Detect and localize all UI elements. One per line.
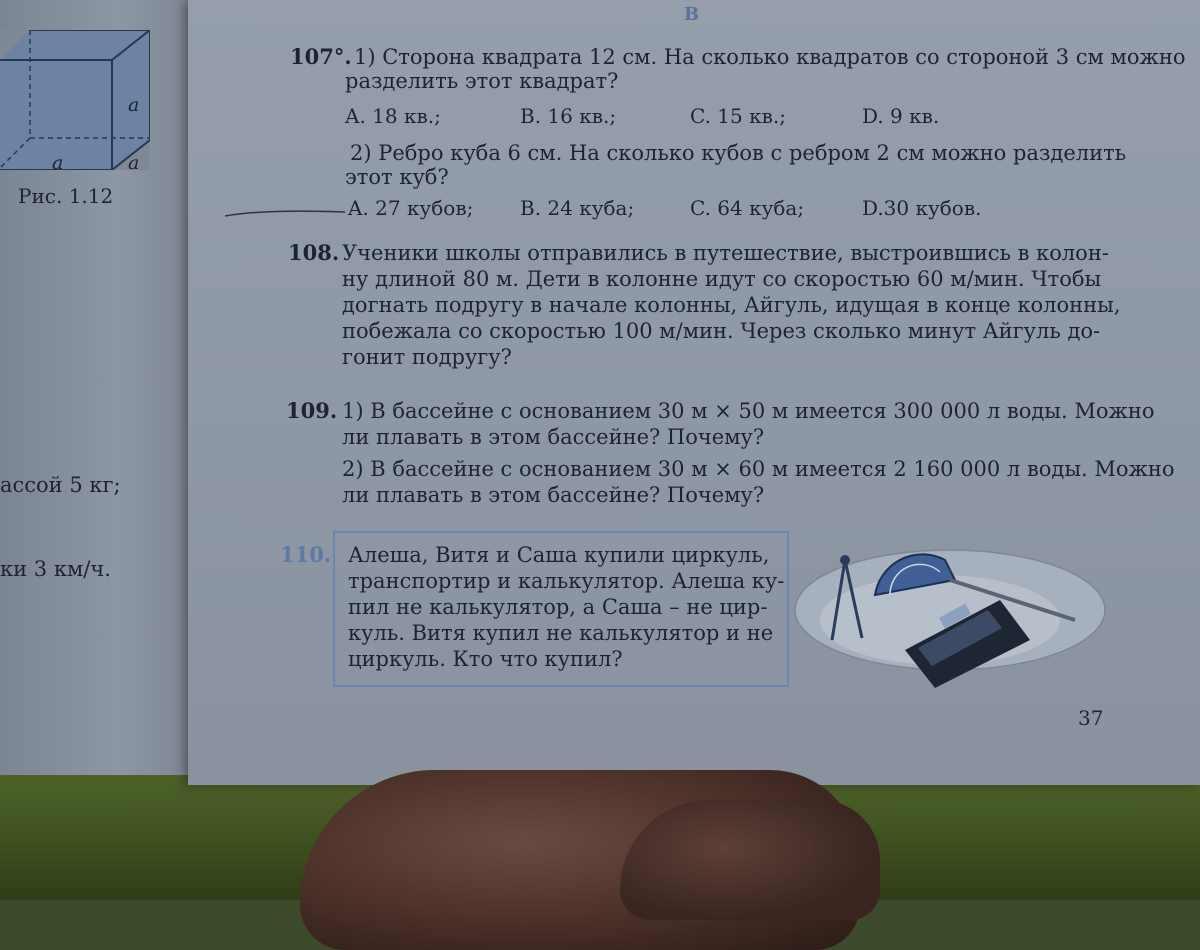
- problem-107-q1-answer-d: D. 9 кв.: [862, 104, 940, 128]
- hand-finger: [620, 800, 880, 920]
- problem-108-line-2: ну длиной 80 м. Дети в колонне идут со скоростью 60 м/мин. Чтобы: [342, 267, 1102, 291]
- problem-107-q1-line2: разделить этот квадрат?: [345, 69, 619, 93]
- problem-109-line-4: ли плавать в этом бассейне? Почему?: [342, 483, 765, 507]
- problem-107-q1-answer-a: A. 18 кв.;: [345, 104, 441, 128]
- problem-107-q2-answer-a: A. 27 кубов;: [348, 196, 474, 220]
- problem-109-line-3: 2) В бассейне с основанием 30 м × 60 м имеется 2 160 000 л воды. Можно: [342, 457, 1175, 481]
- pen-stroke-mark: [225, 208, 345, 218]
- problem-110-line-5: циркуль. Кто что купил?: [348, 647, 623, 671]
- problem-108-line-4: побежала со скоростью 100 м/мин. Через сколько минут Айгуль до-: [342, 319, 1101, 343]
- problem-107-q2-answer-d: D.30 кубов.: [862, 196, 982, 220]
- figure-caption: Рис. 1.12: [18, 184, 114, 208]
- cube-label-bottom: a: [52, 152, 64, 174]
- problem-107-q1-answer-c: C. 15 кв.;: [690, 104, 786, 128]
- cube-label-corner: a: [128, 152, 140, 174]
- problem-107-q1-answer-b: B. 16 кв.;: [520, 104, 617, 128]
- problem-110-line-1: Алеша, Витя и Саша купили циркуль,: [348, 543, 770, 567]
- problem-107-number: 107°.: [290, 44, 352, 69]
- section-letter: В: [684, 4, 700, 25]
- page-number: 37: [1078, 706, 1104, 730]
- problem-108-number: 108.: [288, 240, 340, 265]
- problem-108-line-5: гонит подругу?: [342, 345, 512, 369]
- problem-107-q1-line1: 1) Сторона квадрата 12 см. На сколько квадратов со стороной 3 см можно: [354, 45, 1186, 69]
- problem-109-line-2: ли плавать в этом бассейне? Почему?: [342, 425, 765, 449]
- cube-label-edge: a: [128, 94, 140, 116]
- problem-108-line-3: догнать подругу в начале колонны, Айгуль, идущая в конце колонны,: [342, 293, 1121, 317]
- problem-110-line-3: пил не калькулятор, а Саша – не цир-: [348, 595, 768, 619]
- problem-108-line-1: Ученики школы отправились в путешествие, выстроившись в колон-: [342, 241, 1109, 265]
- problem-107-q2-answer-b: B. 24 куба;: [520, 196, 635, 220]
- left-page-fragment-1: ассой 5 кг;: [0, 473, 121, 497]
- problem-107-q2-line1: 2) Ребро куба 6 см. На сколько кубов с ребром 2 см можно разделить: [350, 141, 1127, 165]
- problem-110-line-4: куль. Витя купил не калькулятор и не: [348, 621, 774, 645]
- left-page-fragment-2: ки 3 км/ч.: [0, 557, 111, 581]
- problem-110-line-2: транспортир и калькулятор. Алеша ку-: [348, 569, 785, 593]
- problem-107-q2-answer-c: C. 64 куба;: [690, 196, 805, 220]
- problem-109-number: 109.: [286, 398, 338, 423]
- problem-109-line-1: 1) В бассейне с основанием 30 м × 50 м имеется 300 000 л воды. Можно: [342, 399, 1155, 423]
- school-supplies-illustration: [790, 540, 1110, 690]
- problem-110-number: 110.: [280, 542, 332, 567]
- problem-107-q2-line2: этот куб?: [345, 165, 449, 189]
